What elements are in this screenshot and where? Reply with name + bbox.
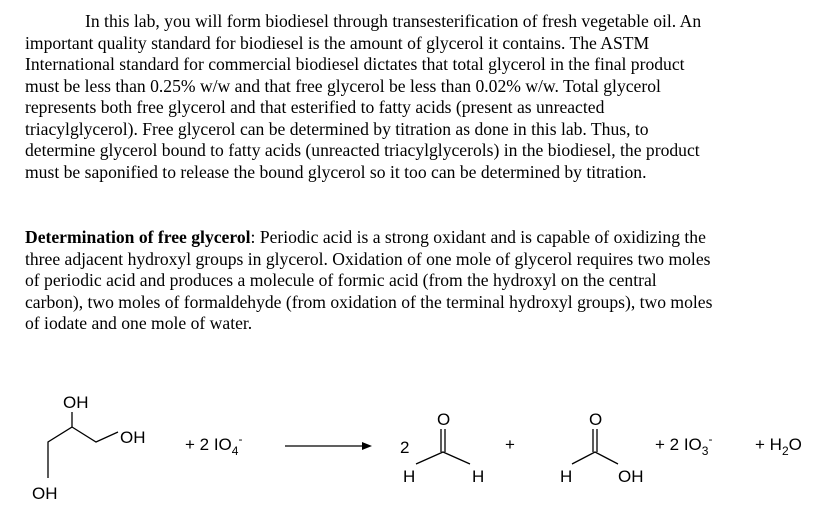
periodate-reagent: + 2 $IO_4^-$ <box>185 432 243 458</box>
text-line: determine glycerol bound to fatty acids (unreacted triacylglycerols) in the biodiesel, the product <box>25 140 700 160</box>
section-heading: Determination of free glycerol <box>25 227 251 247</box>
plus-sign: + <box>505 435 515 454</box>
formaldehyde-structure <box>403 410 484 486</box>
hydroxyl-label: OH <box>32 484 58 503</box>
text-run: : Periodic acid is a strong oxidant and is capable of oxidizing the <box>250 227 706 247</box>
hydroxyl-label: OH <box>120 428 146 447</box>
formic-acid-structure <box>560 410 644 486</box>
text-line: must be saponified to release the bound glycerol so it too can be determined by titration. <box>25 161 647 182</box>
text-line: important quality standard for biodiesel is the amount of glycerol it contains. The ASTM <box>25 32 650 53</box>
intro-paragraph <box>25 11 701 183</box>
hydrogen-label: H <box>472 467 485 486</box>
free-glycerol-paragraph <box>25 227 712 335</box>
glycerol-structure <box>32 393 146 503</box>
text-line: three adjacent hydroxyl groups in glycerol. Oxidation of one mole of glycerol requires two moles <box>25 248 711 269</box>
stoichiometric-coefficient: 2 <box>400 438 410 457</box>
oxygen-label: O <box>589 410 603 429</box>
text-line: International standard for commercial biodiesel dictates that total glycerol in the final product <box>25 54 685 74</box>
iodate-product: + 2 $IO_3^-$ <box>655 432 713 458</box>
reaction-scheme <box>0 380 836 519</box>
text-line: represents both free glycerol and that esterified to fatty acids (present as unreacted <box>25 97 605 117</box>
text-line: of iodate and one mole of water. <box>25 313 253 333</box>
text-line: must be less than 0.25% w/w and that free glycerol be less than 0.02% w/w. Total glycerol <box>25 75 661 96</box>
text-line: triacylglycerol). Free glycerol can be determined by titration as done in this lab. Thus, to <box>25 118 649 139</box>
water-product: + $H_2O$ <box>755 435 802 458</box>
text-line: carbon), two moles of formaldehyde (from oxidation of the terminal hydroxyl groups), two moles <box>25 291 713 312</box>
hydroxyl-label: OH <box>63 393 89 412</box>
hydroxyl-label: OH <box>618 467 644 486</box>
oxygen-label: O <box>437 410 451 429</box>
hydrogen-label: H <box>403 467 416 486</box>
hydrogen-label: H <box>560 467 573 486</box>
text-line: In this lab, you will form biodiesel through transesterification of fresh vegetable oil. An <box>85 11 702 31</box>
reaction-arrow <box>285 442 372 450</box>
glycerol-bonds-left <box>48 412 72 478</box>
text-line: of periodic acid and produces a molecule of formic acid (from the hydroxyl on the central <box>25 270 657 290</box>
glycerol-bonds-right <box>72 427 118 442</box>
